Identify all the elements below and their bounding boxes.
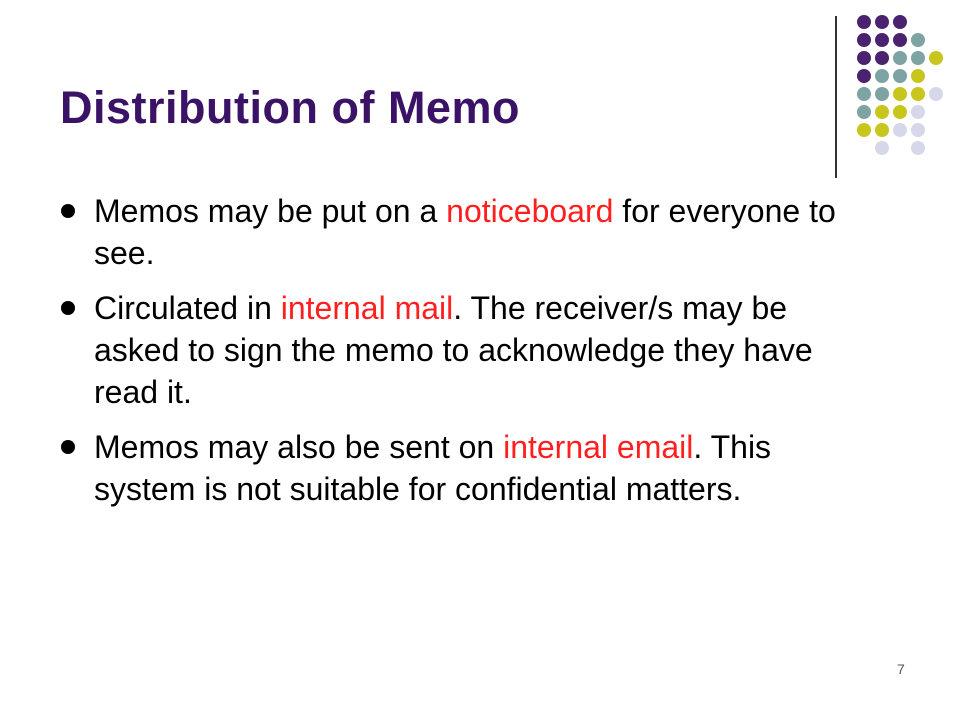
- decorative-dot: [857, 105, 871, 119]
- decorative-dot: [911, 51, 925, 65]
- bullet-item: [60, 426, 850, 510]
- decorative-dot: [911, 123, 925, 137]
- bullet-dot-icon: [61, 301, 75, 315]
- bullet-dot-icon: [61, 440, 75, 454]
- decorative-dot: [893, 105, 907, 119]
- bullet-text: for everyone to see.: [94, 193, 836, 271]
- bullet-text: Circulated in: [94, 290, 281, 326]
- slide-title: Distribution of Memo: [60, 82, 520, 133]
- bullet-item: [60, 287, 850, 413]
- bullet-dot-icon: [61, 204, 75, 218]
- highlighted-term: noticeboard: [446, 193, 614, 229]
- highlighted-term: internal mail: [280, 290, 454, 326]
- decorative-dot: [911, 87, 925, 101]
- decorative-dot: [893, 51, 907, 65]
- decorative-dot: [893, 33, 907, 47]
- decorative-dot: [857, 33, 871, 47]
- bullet-text: Memos may also be sent on: [94, 429, 504, 465]
- decorative-dot: [875, 105, 889, 119]
- highlighted-term: internal email: [503, 429, 694, 465]
- decorative-dot: [911, 105, 925, 119]
- decorative-dot: [857, 123, 871, 137]
- decorative-dot: [911, 69, 925, 83]
- page-number: 7: [897, 661, 905, 677]
- decorative-dot: [875, 69, 889, 83]
- bullet-text: . This system is not suitable for confidential matters.: [94, 429, 772, 507]
- decorative-dot: [875, 51, 889, 65]
- decorative-dot: [893, 69, 907, 83]
- decorative-dot: [929, 87, 943, 101]
- decorative-dot: [875, 141, 889, 155]
- bullet-item: [60, 190, 850, 274]
- decorative-dot: [857, 51, 871, 65]
- vertical-divider: [835, 16, 837, 178]
- decorative-dot: [875, 123, 889, 137]
- decorative-dot: [857, 87, 871, 101]
- decorative-dot: [857, 69, 871, 83]
- bullet-text: . The receiver/s may be asked to sign the memo to acknowledge they have read it.: [94, 290, 813, 410]
- bullet-text: Memos may be put on a: [94, 193, 447, 229]
- decorative-dot: [875, 33, 889, 47]
- decorative-dot: [893, 87, 907, 101]
- decorative-dot: [857, 15, 871, 29]
- decorative-dot: [875, 15, 889, 29]
- decorative-dot: [929, 51, 943, 65]
- decorative-dot: [893, 15, 907, 29]
- bullet-list: [60, 190, 850, 523]
- decorative-dot: [893, 123, 907, 137]
- decorative-dot: [911, 141, 925, 155]
- decorative-dot: [875, 87, 889, 101]
- decorative-dot: [911, 33, 925, 47]
